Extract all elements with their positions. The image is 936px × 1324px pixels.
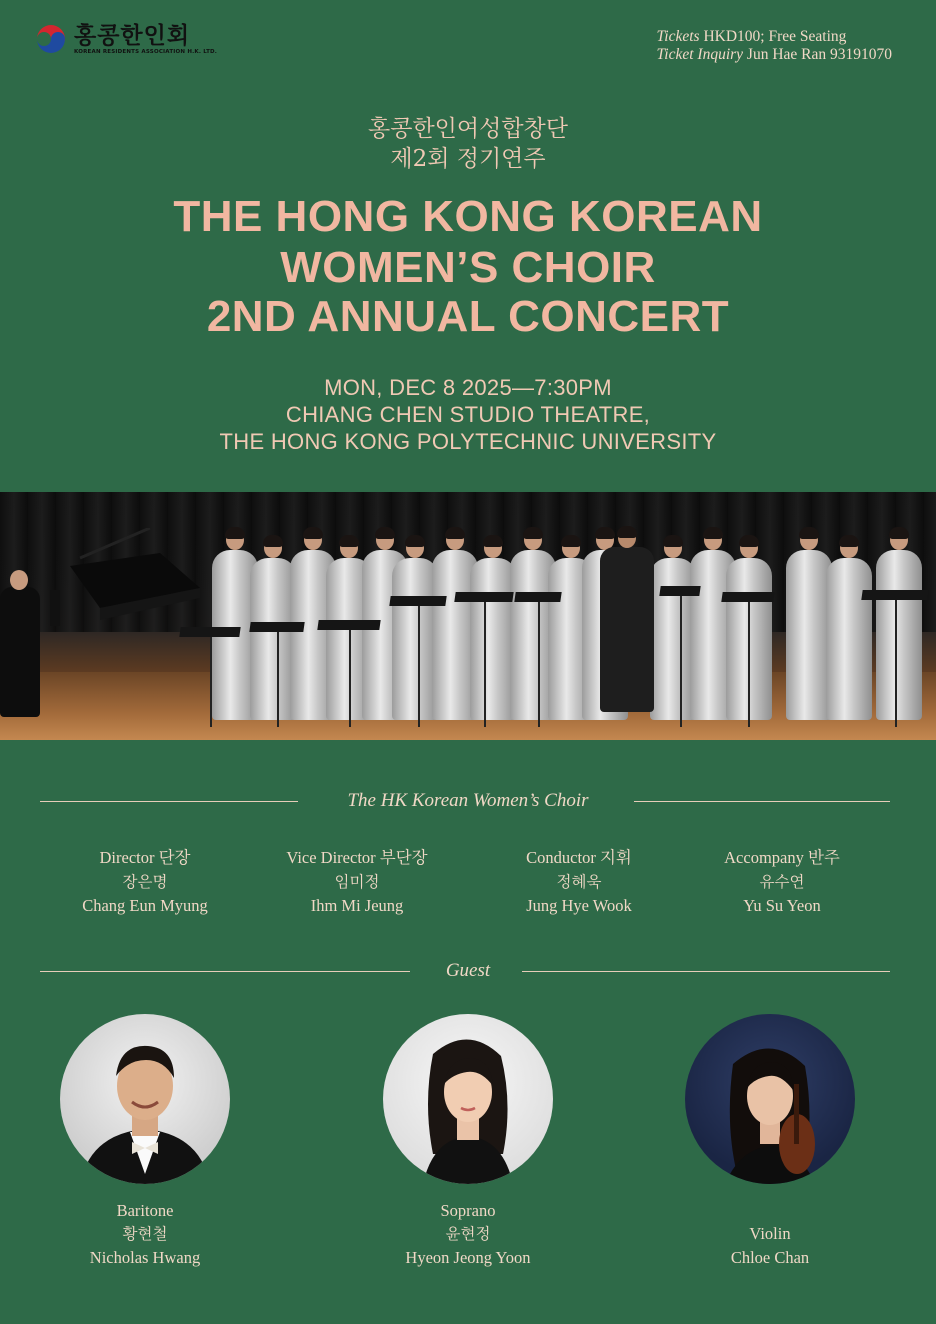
music-stand xyxy=(721,592,774,602)
staff-director xyxy=(45,846,245,918)
music-stand-pole xyxy=(210,637,212,727)
main-title-line-1: THE HONG KONG KOREAN xyxy=(173,192,763,241)
guest-name-english: Nicholas Hwang xyxy=(89,1248,201,1267)
staff-role: Vice Director 부단장 xyxy=(286,848,428,867)
staff-name-korean: 정혜욱 xyxy=(556,873,602,891)
inquiry-value: Jun Hae Ran 93191070 xyxy=(746,46,892,63)
singer-hair xyxy=(303,527,323,539)
music-stand xyxy=(389,596,446,606)
music-stand xyxy=(454,592,513,602)
music-stand-pole xyxy=(484,602,486,727)
singer-hair xyxy=(739,535,759,547)
logo-korean-text: 홍콩한인회 xyxy=(74,23,191,49)
singer-hair xyxy=(339,535,359,547)
pianist-figure xyxy=(0,587,40,717)
main-title-line-2: WOMEN’S CHOIR xyxy=(280,243,656,292)
choir-section-heading: The HK Korean Women’s Choir xyxy=(347,790,589,811)
grand-piano-icon xyxy=(40,528,210,628)
music-stand-pole xyxy=(748,602,750,727)
guest-name-english: Hyeon Jeong Yoon xyxy=(405,1248,531,1267)
guest-role: Soprano xyxy=(440,1201,496,1220)
taegeuk-logo-icon xyxy=(34,22,68,56)
singer-hair xyxy=(839,535,859,547)
singer-hair xyxy=(595,527,615,539)
pianist-head xyxy=(10,570,28,590)
conductor-figure xyxy=(600,547,654,712)
guest-info-soprano xyxy=(358,1199,578,1270)
baritone-portrait-icon xyxy=(60,1014,230,1184)
guest-name-korean: 윤현정 xyxy=(445,1224,491,1243)
staff-name-english: Jung Hye Wook xyxy=(526,896,632,915)
music-stand xyxy=(659,586,700,596)
ticket-info xyxy=(657,28,892,64)
inquiry-label: Ticket Inquiry xyxy=(656,46,744,63)
guest-name-english: Chloe Chan xyxy=(730,1247,810,1267)
music-stand-pole xyxy=(895,600,897,727)
music-stand xyxy=(317,620,380,630)
singer-hair xyxy=(799,527,819,539)
choir-rule-right xyxy=(634,801,890,802)
staff-vice-director xyxy=(257,846,457,918)
tickets-value: HKD100; Free Seating xyxy=(703,28,847,45)
singer-hair xyxy=(561,535,581,547)
main-title-line-3: 2ND ANNUAL CONCERT xyxy=(206,292,730,341)
music-stand xyxy=(249,622,304,632)
music-stand-pole xyxy=(538,602,540,727)
music-stand-pole xyxy=(277,632,279,727)
singer-hair xyxy=(889,527,909,539)
music-stand-pole xyxy=(349,630,351,727)
singer-hair xyxy=(263,535,283,547)
conductor-hair xyxy=(617,526,637,538)
tickets-label: Tickets xyxy=(656,28,700,45)
soprano-portrait-icon xyxy=(383,1014,553,1184)
singer-hair xyxy=(405,535,425,547)
association-logo xyxy=(34,22,217,56)
staff-name-korean: 장은명 xyxy=(122,873,168,891)
staff-role: Director 단장 xyxy=(99,848,191,867)
music-stand-pole xyxy=(418,606,420,727)
choir-photo xyxy=(0,492,936,740)
guest-name-korean: 황현철 xyxy=(122,1224,168,1243)
singer-hair xyxy=(703,527,723,539)
music-stand xyxy=(514,592,561,602)
singer-hair xyxy=(375,527,395,539)
staff-role: Conductor 지휘 xyxy=(526,848,632,867)
singer-hair xyxy=(445,527,465,539)
staff-accompanist xyxy=(682,846,882,918)
violinist-portrait-icon xyxy=(685,1014,855,1184)
staff-name-korean: 유수연 xyxy=(759,873,805,891)
staff-name-english: Ihm Mi Jeung xyxy=(310,896,404,915)
event-datetime: MON, DEC 8 2025—7:30PM xyxy=(324,375,612,400)
singer-figure xyxy=(826,558,872,720)
logo-english-text: KOREAN RESIDENTS ASSOCIATION H.K. LTD. xyxy=(74,49,218,55)
staff-conductor xyxy=(479,846,679,918)
guest-section-heading: Guest xyxy=(445,960,491,981)
singer-hair xyxy=(225,527,245,539)
guest-rule-right xyxy=(522,971,890,972)
korean-title-line-1: 홍콩한인여성합창단 xyxy=(368,116,568,142)
staff-name-english: Yu Su Yeon xyxy=(743,896,821,915)
guest-portrait-violin xyxy=(685,1014,855,1184)
korean-title-line-2: 제2회 정기연주 xyxy=(390,146,546,172)
singer-hair xyxy=(663,535,683,547)
guest-portrait-soprano xyxy=(383,1014,553,1184)
event-venue-line-2: THE HONG KONG POLYTECHNIC UNIVERSITY xyxy=(219,429,717,454)
guest-role: Violin xyxy=(749,1224,791,1243)
guest-info-violin xyxy=(660,1222,880,1269)
music-stand-pole xyxy=(680,596,682,727)
music-stand xyxy=(179,627,240,637)
staff-name-english: Chang Eun Myung xyxy=(82,896,208,915)
singer-hair xyxy=(483,535,503,547)
singer-figure xyxy=(876,550,922,720)
staff-role: Accompany 반주 xyxy=(724,848,840,867)
guest-portrait-baritone xyxy=(60,1014,230,1184)
staff-name-korean: 임미정 xyxy=(334,873,380,891)
event-venue-line-1: CHIANG CHEN STUDIO THEATRE, xyxy=(285,402,651,427)
singer-hair xyxy=(523,527,543,539)
guest-role: Baritone xyxy=(116,1201,174,1220)
music-stand xyxy=(861,590,928,600)
guest-info-baritone xyxy=(35,1199,255,1270)
